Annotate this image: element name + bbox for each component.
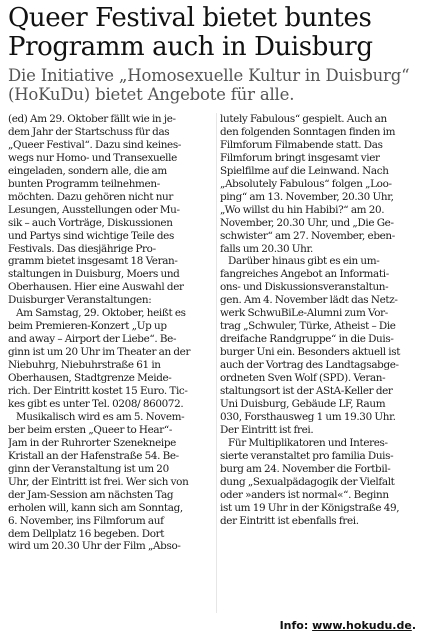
text-line: sierte veranstaltet pro familia Duis- [220, 449, 394, 462]
article-body [8, 113, 416, 613]
text-line: burger Uni ein. Besonders aktuell ist [220, 346, 401, 359]
text-line: rich. Der Eintritt kostet 15 Euro. Tic- [8, 385, 188, 398]
text-line: „Absolutely Fabulous“ folgen „Loo- [220, 177, 392, 190]
text-line: schwister“ am 27. November, eben- [220, 229, 395, 242]
text-line: ginn der Veranstaltung ist um 20 [8, 462, 169, 475]
text-line: Festivals. Das diesjährige Pro- [8, 242, 156, 255]
text-line: Kristall an der Hafenstraße 54. Be- [8, 449, 179, 462]
headline-line: Programm auch in Duisburg [8, 32, 373, 62]
text-line: Filmforum Filmabende statt. Das [220, 138, 383, 151]
text-line: gramm bietet insgesamt 18 Veran- [8, 255, 178, 268]
info-link[interactable]: www.hokudu.de [312, 619, 412, 632]
text-line: Niebuhrg, Niebuhrstraße 61 in [8, 359, 161, 372]
column-divider [216, 113, 217, 613]
text-line: Lesungen, Ausstellungen oder Mu- [8, 203, 180, 216]
text-line: „Wo willst du hin Habibi?“ am 20. [220, 203, 385, 216]
text-line: staltungsort ist der AStA-Keller der [220, 385, 393, 398]
info-suffix: . [411, 619, 416, 632]
text-line: (ed) Am 29. Oktober fällt wie in je- [8, 113, 176, 125]
article-headline [8, 4, 416, 62]
text-line: dem Jahr der Startschuss für das [8, 125, 170, 138]
text-line: auch der Vortrag des Landtagsabge- [220, 359, 399, 372]
text-line: lutely Fabulous“ gespielt. Auch an [220, 113, 387, 125]
text-line: beim Premieren-Konzert „Up up [8, 320, 167, 333]
text-line: werk SchwuBiLe-Alumni zum Vor- [220, 307, 388, 320]
text-line: wird um 20.30 Uhr der Film „Abso- [8, 540, 181, 553]
text-line: oder »anders ist normal«“. Beginn [220, 488, 389, 501]
text-line: ping“ am 13. November, 20.30 Uhr, [220, 190, 394, 203]
text-line: and away – Airport der Liebe“. Be- [8, 333, 177, 346]
text-line: Oberhausen. Hier eine Auswahl der [8, 281, 184, 294]
text-line: eingeladen, sondern alle, die am [8, 164, 167, 177]
text-line: Uhr, der Eintritt ist frei. Wer sich von [8, 475, 189, 488]
text-line: Der Eintritt ist frei. [220, 423, 314, 436]
text-line: Oberhausen, Stadtgrenze Meide- [8, 372, 172, 385]
headline-line: Queer Festival bietet buntes [8, 3, 372, 33]
text-line: bunten Programm teilnehmen- [8, 177, 160, 190]
text-line: wegs nur Homo- und Transexuelle [8, 151, 177, 164]
text-line: Jam in der Ruhrorter Szenekneipe [8, 436, 176, 449]
info-footer [280, 619, 416, 632]
text-line: erholen will, kann sich am Sonntag, [8, 501, 183, 514]
text-line: „Queer Festival“. Dazu sind keines- [8, 138, 181, 151]
text-line: Darüber hinaus gibt es ein um- [228, 255, 380, 268]
text-line: und Partys sind wichtige Teile des [8, 229, 174, 242]
text-line: ons- und Diskussionsveranstaltun- [220, 281, 389, 294]
text-line: fangreiches Angebot an Informati- [220, 268, 389, 281]
text-line: ordneten Sven Wolf (SPD). Veran- [220, 372, 386, 385]
text-line: ist um 19 Uhr in der Königstraße 49, [220, 501, 400, 514]
subheadline-line: Die Initiative „Homosexuelle Kultur in Duisburg“ [8, 66, 410, 85]
subheadline-line: (HoKuDu) bietet Angebote für alle. [8, 85, 295, 104]
text-column-left [8, 113, 213, 553]
text-line: November, 20.30 Uhr, und „Die Ge- [220, 216, 394, 229]
text-line: dung „Sexualpädagogik der Vielfalt [220, 475, 395, 488]
text-line: ber beim ersten „Queer to Hear“- [8, 423, 173, 436]
text-line: Filmforum bringt insgesamt vier [220, 151, 380, 164]
text-line: falls um 20.30 Uhr. [220, 242, 313, 255]
info-label: Info: [279, 619, 309, 632]
text-line: 6. November, ins Filmforum auf [8, 514, 164, 527]
text-line: der Jam-Session am nächsten Tag [8, 488, 174, 501]
text-line: Am Samstag, 29. Oktober, heißt es [16, 307, 186, 320]
text-line: burg am 24. November die Fortbil- [220, 462, 391, 475]
text-line: trag „Schwuler, Türke, Atheist – Die [220, 320, 396, 333]
text-line: gen. Am 4. November lädt das Netz- [220, 294, 398, 307]
text-line: Für Multiplikatoren und Interes- [228, 436, 388, 449]
text-line: der Eintritt ist ebenfalls frei. [220, 514, 359, 527]
text-line: Musikalisch wird es am 5. Novem- [16, 410, 185, 423]
text-line: ginn ist um 20 Uhr im Theater an der [8, 346, 191, 359]
text-line: Duisburger Veranstaltungen: [8, 294, 152, 307]
text-line: Uni Duisburg, Gebäude LF, Raum [220, 397, 386, 410]
text-line: möchten. Dazu gehören nicht nur [8, 190, 174, 203]
text-line: kes gibt es unter Tel. 0208/ 860072. [8, 397, 184, 410]
text-line: dem Dellplatz 16 begeben. Dort [8, 527, 165, 540]
article-subheadline [8, 66, 416, 104]
text-line: staltungen in Duisburg, Moers und [8, 268, 180, 281]
text-line: sik – auch Vorträge, Diskussionen [8, 216, 173, 229]
text-line: 030, Forsthausweg 1 um 19.30 Uhr. [220, 410, 396, 423]
text-column-right [220, 113, 424, 528]
text-line: Spielfilme auf die Leinwand. Nach [220, 164, 389, 177]
text-line: den folgenden Sonntagen finden im [220, 125, 396, 138]
text-line: dreifache Randgruppe“ in die Duis- [220, 333, 394, 346]
